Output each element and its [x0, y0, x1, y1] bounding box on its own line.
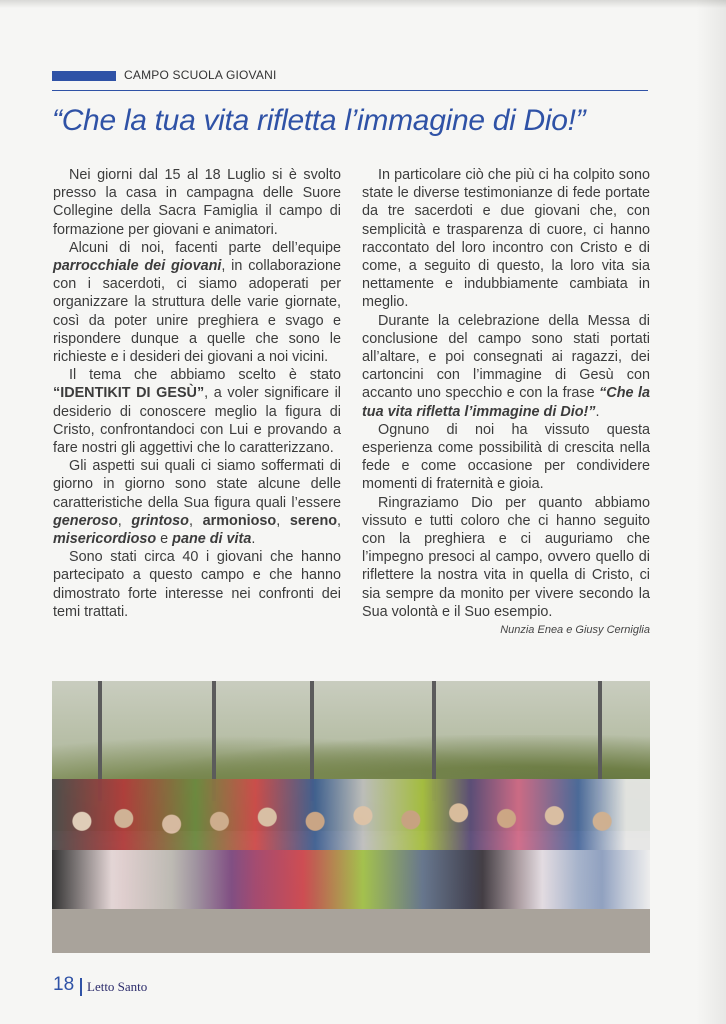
- page-top-shadow: [0, 0, 726, 8]
- emphasized-text: misericordioso: [53, 531, 157, 548]
- article-paragraph: [362, 312, 650, 421]
- emphasized-text: parrocchiale dei giovani: [53, 258, 222, 275]
- paragraph-text: In particolare ciò che più ci ha colpito sono state le diverse testimonianze di fede portate da tre sacerdoti e due giovani che, con semplicità e trasparenza di cuore, ci hanno raccontato del loro incontro con Cristo e di come, a seguito di questo, la loro vita sia nettamente e indubbiamente cambiata in meglio.: [362, 167, 650, 311]
- emphasized-text: generoso: [53, 512, 118, 529]
- page-binding-shadow: [696, 0, 726, 1024]
- paragraph-text: ,: [188, 512, 203, 529]
- section-label: CAMPO SCUOLA GIOVANI: [124, 68, 277, 82]
- article-column-right: [362, 166, 650, 639]
- photo-floor: [52, 909, 650, 953]
- emphasized-text: armonioso: [202, 512, 277, 529]
- emphasized-text: grintoso: [131, 512, 189, 529]
- paragraph-text: Alcuni di noi, facenti parte dell’equipe: [69, 239, 341, 256]
- footer-separator: [80, 978, 82, 996]
- article-paragraph: [53, 457, 341, 548]
- section-color-bar: [52, 71, 116, 81]
- paragraph-text: Ringraziamo Dio per quanto abbiamo vissuto e tutti coloro che ci hanno seguito con la preghiera e ci auguriamo che l’impegno presoci al campo, ovvero quello di riflettere la nostra vita in quella di Cristo, ci sia sempre da monito per vivere secondo la Sua volontà e il Suo esempio.: [362, 494, 650, 620]
- article-paragraph: [53, 166, 341, 239]
- emphasized-text: pane di vita: [172, 531, 252, 548]
- article-paragraph: [362, 421, 650, 494]
- paragraph-text: .: [595, 403, 600, 420]
- publication-name: Letto Santo: [87, 979, 148, 994]
- header-rule: [52, 90, 648, 91]
- paragraph-text: Durante la celebrazione della Messa di conclusione del campo sono stati portati all’altare, e poi consegnati ai ragazzi, dei cartoncini con l’immagine di Gesù con accanto uno specchio e con la frase: [362, 312, 650, 402]
- article-paragraph: [53, 366, 341, 457]
- article-paragraph: [362, 166, 650, 312]
- paragraph-text: Gli aspetti sui quali ci siamo soffermati di giorno in giorno sono state alcune delle caratteristiche della Sua figura quali l’essere: [53, 458, 341, 511]
- page-number: 18: [53, 974, 75, 995]
- paragraph-text: ,: [117, 512, 132, 529]
- paragraph-text: e: [156, 531, 173, 548]
- article-title: “Che la tua vita rifletta l’immagine di Dio!”: [52, 104, 586, 137]
- article-paragraph: [53, 239, 341, 366]
- paragraph-text: Ognuno di noi ha vissuto questa esperienza come possibilità di crescita nella fede e come occasione per condividere momenti di fraternità e gioia.: [362, 421, 650, 493]
- group-photo: [52, 681, 650, 953]
- paragraph-text: Sono stati circa 40 i giovani che hanno partecipato a questo campo e che hanno dimostrato forte interesse nei confronti dei temi trattati.: [53, 549, 341, 620]
- paragraph-text: ,: [337, 512, 342, 529]
- paragraph-text: Nei giorni dal 15 al 18 Luglio si è svolto presso la casa in campagna delle Suore Collegine della Sacra Famiglia il campo di formazione per giovani e animatori.: [53, 167, 341, 238]
- emphasized-text: “Che la tua vita rifletta l’immagine di Dio!”: [362, 385, 650, 420]
- article-column-left: [53, 166, 341, 621]
- article-paragraph: [362, 494, 650, 621]
- emphasized-text: “IDENTIKIT DI GESÙ”: [53, 385, 205, 402]
- article-signature: Nunzia Enea e Giusy Cerniglia: [500, 624, 650, 637]
- paragraph-text: , a voler significare il desiderio di conoscere meglio la figura di Cristo, confrontandoci con Lui e provando a fare nostri gli aggettivi che lo caratterizzano.: [53, 385, 341, 457]
- article-paragraph: [53, 548, 341, 621]
- paragraph-text: , in collaborazione con i sacerdoti, ci siamo adoperati per organizzare la struttura delle varie giornate, così da poter unire preghiera e svago e rispondere dunque a quelle che sono le richieste e i desideri dei giovani a noi vicini.: [53, 258, 341, 366]
- paragraph-text: ,: [276, 512, 290, 529]
- emphasized-text: sereno: [289, 512, 338, 529]
- paragraph-text: .: [251, 531, 256, 548]
- paragraph-text: Il tema che abbiamo scelto è stato: [69, 367, 341, 384]
